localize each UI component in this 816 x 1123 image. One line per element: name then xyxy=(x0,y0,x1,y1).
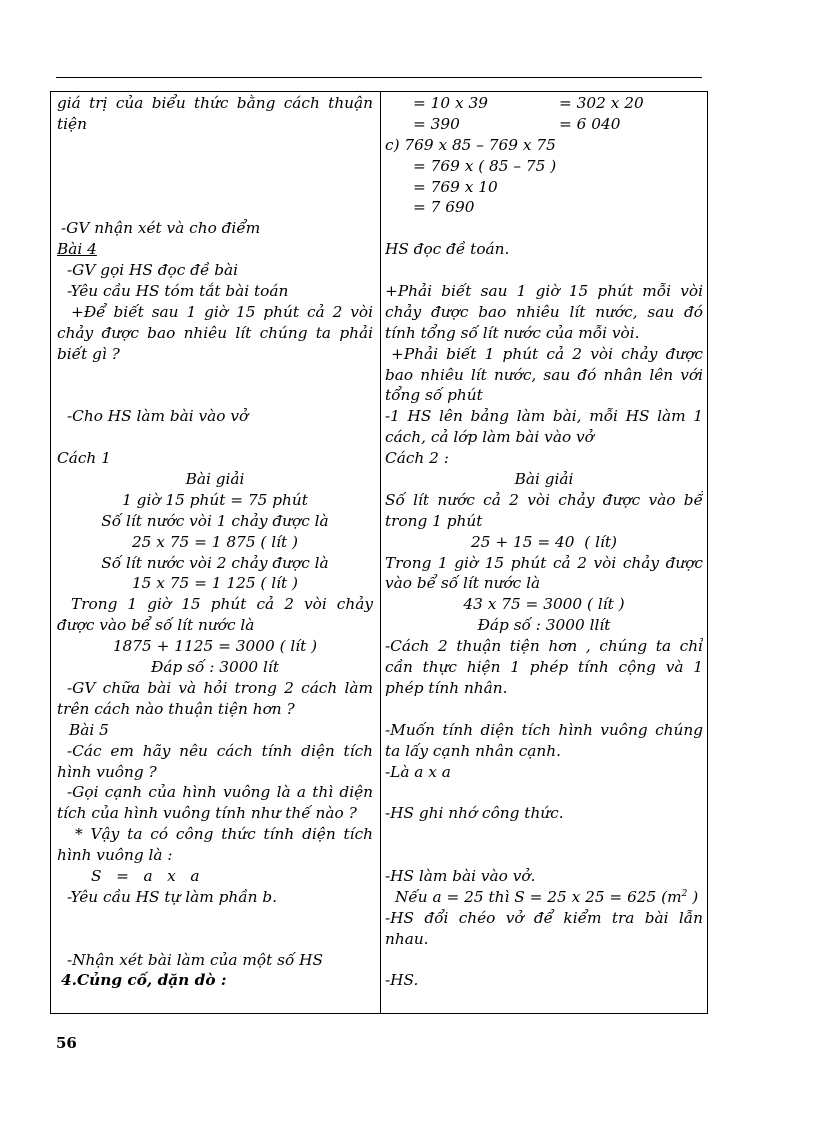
text-line: Số lít nước vòi 2 chảy được là xyxy=(101,553,329,572)
text-line: +Để biết sau 1 giờ 15 phút cả 2 vòi xyxy=(71,302,373,321)
text-line: -GV chữa bài và hỏi trong 2 cách làm xyxy=(67,678,373,697)
text-line: = 6 040 xyxy=(559,114,621,133)
text-line: Đáp số : 3000 llít xyxy=(477,616,611,635)
text-line: -HS. xyxy=(385,971,419,990)
text-line: -Muốn tính diện tích hình vuông chúng xyxy=(385,720,703,739)
text-line: 15 x 75 = 1 125 ( lít ) xyxy=(131,574,299,593)
text-line: = 7 690 xyxy=(413,198,475,217)
text-line: hình vuông ? xyxy=(57,762,157,781)
text-line: 1 giờ 15 phút = 75 phút xyxy=(122,490,308,509)
text-line: cần thực hiện 1 phép tính cộng và 1 xyxy=(385,658,703,677)
superscript: 2 xyxy=(681,888,688,899)
text-line: Bài giải xyxy=(514,470,574,489)
text-line: = 769 x 10 xyxy=(413,177,498,196)
text-line: tiện xyxy=(57,114,87,133)
text-line: -Các em hãy nêu cách tính diện tích xyxy=(67,741,373,760)
student-activities-column xyxy=(385,93,703,991)
text-line: Bài 4 xyxy=(57,240,97,259)
text-line: -Yêu cầu HS tóm tắt bài toán xyxy=(67,282,289,301)
text-line: -Cách 2 thuận tiện hơn , chúng ta chỉ xyxy=(385,637,703,656)
text-line: Trong 1 giờ 15 phút cả 2 vòi chảy xyxy=(71,595,373,614)
text-line: hình vuông là : xyxy=(57,846,173,865)
text-line: chảy được bao nhiêu lít nước, sau đó xyxy=(385,302,703,321)
text-line: được vào bể số lít nước là xyxy=(57,616,255,635)
text-line: biết gì ? xyxy=(57,344,120,363)
text-line: 25 + 15 = 40 ( lít) xyxy=(471,532,617,551)
text-line: +Phải biết sau 1 giờ 15 phút mỗi vòi xyxy=(385,282,703,301)
page-number: 56 xyxy=(56,1034,77,1052)
column-divider xyxy=(380,91,381,1014)
text-line: -Yêu cầu HS tự làm phần b. xyxy=(67,887,277,906)
text-line: -Nhận xét bài làm của một số HS xyxy=(67,950,323,969)
text-line: -Gọi cạnh của hình vuông là a thì diện xyxy=(67,783,373,802)
text-line: Bài giải xyxy=(185,470,245,489)
text-line: Trong 1 giờ 15 phút cả 2 vòi chảy được xyxy=(385,553,703,572)
text-line: Bài 5 xyxy=(69,720,109,739)
text-line: -GV nhận xét và cho điểm xyxy=(61,219,261,238)
text-line: Nếu a = 25 thì S = 25 x 25 = 625 (m xyxy=(395,887,682,906)
text-line: 43 x 75 = 3000 ( lít ) xyxy=(463,595,625,614)
text-line: phép tính nhân. xyxy=(385,678,508,697)
text-line: = 769 x ( 85 – 75 ) xyxy=(413,156,557,175)
text-line: 1875 + 1125 = 3000 ( lít ) xyxy=(112,637,318,656)
text-line: Đáp số : 3000 lít xyxy=(151,658,279,677)
teacher-activities-column xyxy=(57,93,373,991)
text-line: tổng số phút xyxy=(385,386,483,405)
text-line: = 302 x 20 xyxy=(559,94,644,112)
text-line: -HS làm bài vào vở. xyxy=(385,866,536,885)
text-line: chảy được bao nhiêu lít chúng ta phải xyxy=(57,323,373,342)
section-heading: 4.Củng cố, dặn dò : xyxy=(61,971,227,990)
text-line: -Cho HS làm bài vào vở xyxy=(67,407,249,426)
text-line: trong 1 phút xyxy=(385,511,483,530)
text-line: * Vậy ta có công thức tính diện tích xyxy=(75,825,373,844)
text-line: Cách 1 xyxy=(57,449,111,468)
text-line: Số lít nước cả 2 vòi chảy được vào bể xyxy=(385,490,703,509)
text-line: Cách 2 : xyxy=(385,449,449,468)
text-line: -HS ghi nhớ công thức. xyxy=(385,804,564,823)
header-rule xyxy=(56,77,702,78)
text-line: ta lấy cạnh nhân cạnh. xyxy=(385,741,561,760)
text-line: -HS đổi chéo vở để kiểm tra bài lẫn xyxy=(385,908,703,927)
text-line: -Là a x a xyxy=(385,762,451,781)
text-line: nhau. xyxy=(385,929,429,948)
text-line: tích của hình vuông tính như thế nào ? xyxy=(57,804,357,823)
text-line: = 390 xyxy=(413,114,460,133)
text-line: vào bể số lít nước là xyxy=(385,574,541,593)
text-line: +Phải biết 1 phút cả 2 vòi chảy được xyxy=(391,344,703,363)
text-line: tính tổng số lít nước của mỗi vòi. xyxy=(385,323,640,342)
text-line: c) 769 x 85 – 769 x 75 xyxy=(385,135,556,154)
text-line: S = a x a xyxy=(91,866,200,885)
text-line: -1 HS lên bảng làm bài, mỗi HS làm 1 xyxy=(385,407,703,426)
text-line: 25 x 75 = 1 875 ( lít ) xyxy=(131,532,299,551)
text-line: cách, cả lớp làm bài vào vở xyxy=(385,428,594,447)
text-line: giá trị của biểu thức bằng cách thuận xyxy=(57,94,373,112)
text-line: Số lít nước vòi 1 chảy được là xyxy=(101,511,329,530)
text-line: trên cách nào thuận tiện hơn ? xyxy=(57,699,295,718)
text-line: HS đọc đề toán. xyxy=(385,240,510,259)
text-line: = 10 x 39 xyxy=(413,94,488,112)
text-line: ) xyxy=(687,887,699,906)
text-line: -GV gọi HS đọc đề bài xyxy=(67,261,239,280)
text-line: bao nhiêu lít nước, sau đó nhân lên với xyxy=(385,365,703,384)
